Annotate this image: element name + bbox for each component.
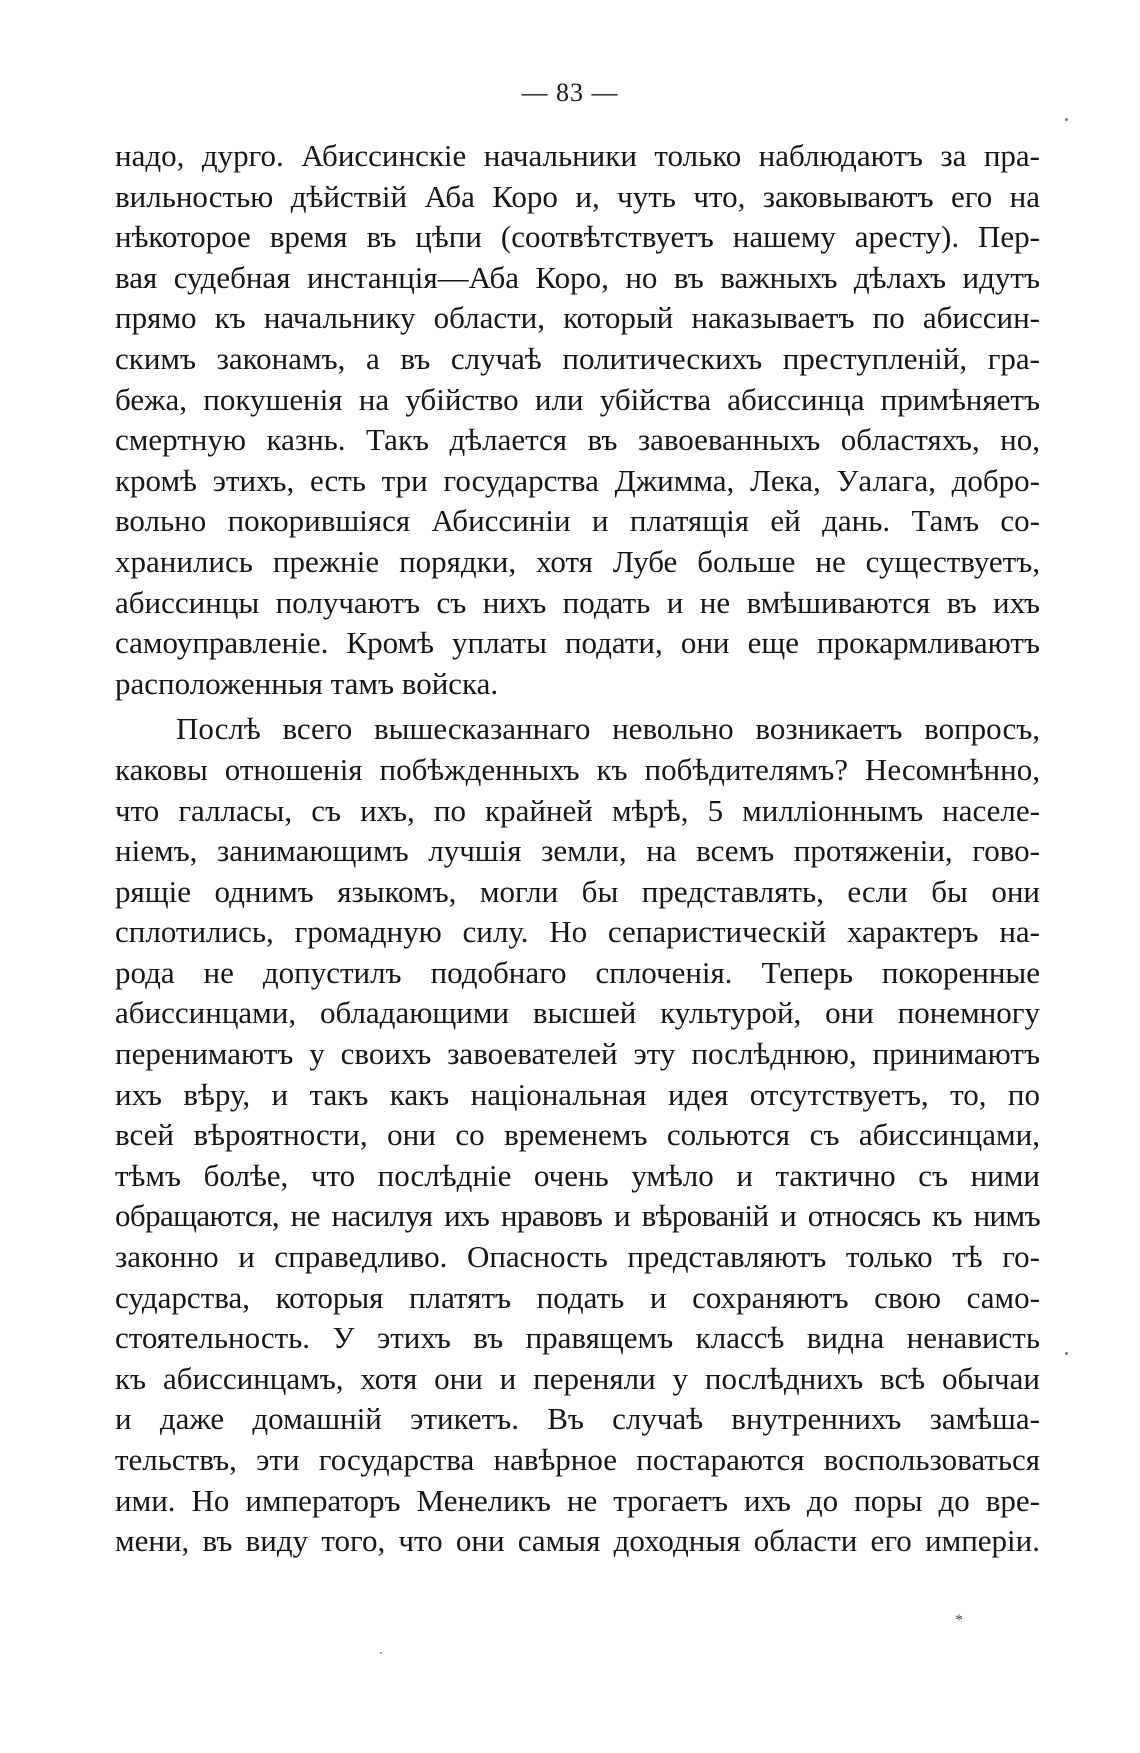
text-line: кромѣ этихъ, есть три государства Джимма, Лека, Уалага, добро-: [115, 462, 1040, 498]
text-line: абиссинцы получаютъ съ нихъ подать и не вмѣшиваются въ ихъ: [115, 584, 1040, 620]
text-line: рода не допустилъ подобнаго сплоченія. Теперь покоренные: [115, 954, 1040, 990]
text-line: сплотились, громадную силу. Но сепаристическій характеръ на-: [115, 914, 1040, 950]
text-line: нѣкоторое время въ цѣпи (соотвѣтствуетъ нашему аресту). Пер-: [115, 219, 1040, 255]
speck-mark: [1065, 118, 1068, 121]
text-line: мени, въ виду того, что они самыя доходныя области его имперіи.: [115, 1523, 1040, 1559]
text-line: и даже домашній этикетъ. Въ случаѣ внутреннихъ замѣша-: [115, 1401, 1040, 1437]
text-line: самоуправленіе. Кромѣ уплаты подати, они еще прокармливаютъ: [115, 625, 1040, 661]
body-text: [115, 136, 1040, 1562]
text-line: обращаются, не насилуя ихъ нравовъ и вѣрованій и относясь къ нимъ: [115, 1198, 1040, 1234]
text-line: что галласы, съ ихъ, по крайней мѣрѣ, 5 милліоннымъ населе-: [115, 792, 1040, 828]
text-line: абиссинцами, обладающими высшей культурой, они понемногу: [115, 995, 1040, 1031]
text-line: вильностью дѣйствій Аба Коро и, чуть что, заковываютъ его на: [115, 178, 1040, 214]
text-line: бежа, покушенія на убійство или убійства абиссинца примѣняетъ: [115, 381, 1040, 417]
text-line: прямо къ начальнику области, который наказываетъ по абиссин-: [115, 300, 1040, 336]
text-line: скимъ законамъ, а въ случаѣ политическихъ преступленій, гра-: [115, 340, 1040, 376]
text-line: хранились прежніе порядки, хотя Лубе больше не существуетъ,: [115, 543, 1040, 579]
text-line: расположенныя тамъ войска.: [115, 665, 499, 701]
paragraph-1: [115, 136, 1040, 704]
text-line: рящіе однимъ языкомъ, могли бы представлять, если бы они: [115, 873, 1040, 909]
text-line: вая судебная инстанція—Аба Коро, но въ важныхъ дѣлахъ идутъ: [115, 259, 1040, 295]
speck-mark: [380, 1652, 382, 1654]
text-line: смертную казнь. Такъ дѣлается въ завоеванныхъ областяхъ, но,: [115, 422, 1040, 458]
text-line: вольно покорившіяся Абиссиніи и платящія ей дань. Тамъ со-: [115, 503, 1040, 539]
text-line: Послѣ всего вышесказаннаго невольно возникаетъ вопросъ,: [176, 711, 1040, 747]
text-line: законно и справедливо. Опасность представляютъ только тѣ го-: [115, 1239, 1040, 1275]
text-line: ихъ вѣру, и такъ какъ національная идея отсутствуетъ, то, по: [115, 1076, 1040, 1112]
footer-asterisk-mark: *: [955, 1612, 963, 1629]
text-line: стоятельность. У этихъ въ правящемъ классѣ видна ненависть: [115, 1320, 1040, 1356]
text-line: сударства, которыя платятъ подать и сохраняютъ свою само-: [115, 1279, 1040, 1315]
text-line: каковы отношенія побѣжденныхъ къ побѣдителямъ? Несомнѣнно,: [115, 751, 1040, 787]
text-line: ими. Но императоръ Менеликъ не трогаетъ ихъ до поры до вре-: [115, 1482, 1040, 1518]
speck-mark: [1065, 1352, 1068, 1355]
paragraph-2: [115, 709, 1040, 1561]
text-line: тельствъ, эти государства навѣрное постараются воспользоваться: [115, 1442, 1040, 1477]
text-line: къ абиссинцамъ, хотя они и переняли у послѣднихъ всѣ обычаи: [115, 1360, 1040, 1396]
page-number: — 83 —: [521, 78, 619, 107]
text-line: всей вѣроятности, они со временемъ сольются съ абиссинцами,: [115, 1117, 1040, 1153]
text-line: тѣмъ болѣе, что послѣдніе очень умѣло и тактично съ ними: [115, 1157, 1040, 1193]
text-line: перенимаютъ у своихъ завоевателей эту послѣднюю, принимаютъ: [115, 1036, 1040, 1072]
text-line: ніемъ, занимающимъ лучшія земли, на всемъ протяженіи, гово-: [115, 833, 1040, 869]
text-line: надо, дурго. Абиссинскіе начальники только наблюдаютъ за пра-: [115, 138, 1040, 173]
